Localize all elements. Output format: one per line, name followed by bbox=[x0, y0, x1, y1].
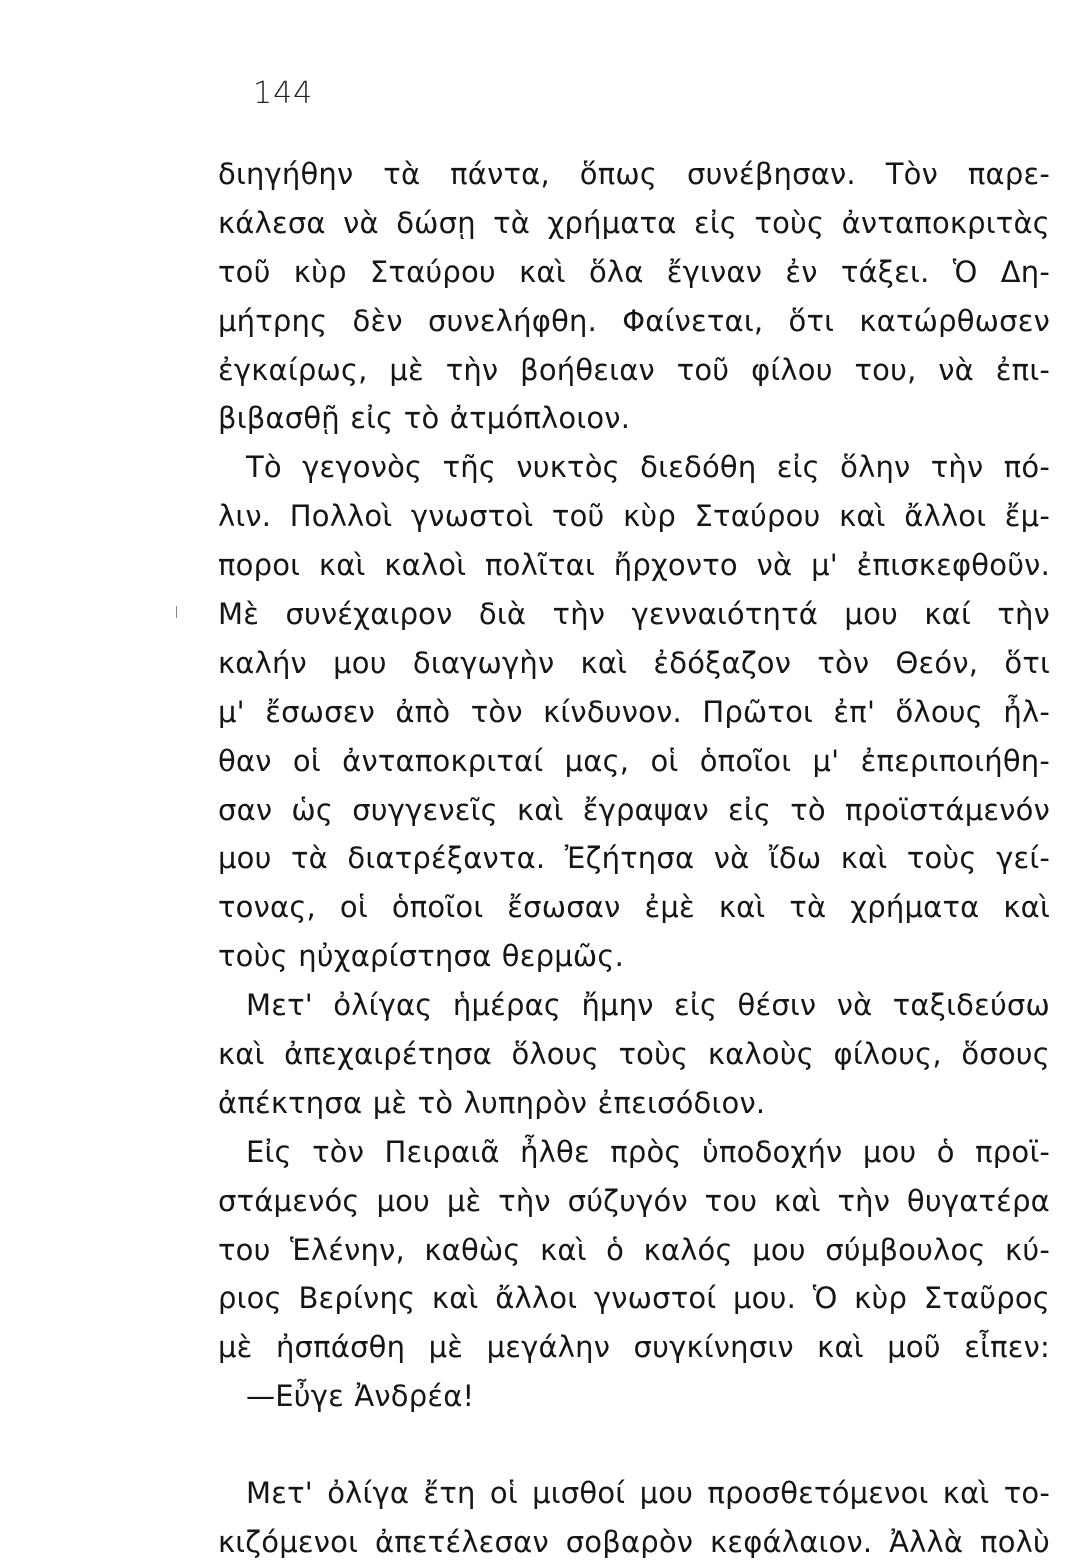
text-line: βιβασθῇ εἰς τὸ ἀτμόπλοιον. bbox=[218, 401, 631, 436]
body-text bbox=[218, 150, 1050, 1567]
text-line: ποροι καὶ καλοὶ πολῖται ἤρχοντο νὰ μ' ἐπισκεφθοῦν. bbox=[218, 548, 1050, 583]
paragraph-start-line: Μετ' ὀλίγα ἔτη οἱ μισθοί μου προσθετόμενοι καὶ το- bbox=[246, 1476, 1050, 1511]
text-line: στάμενός μου μὲ τὴν σύζυγόν του καὶ τὴν θυγατέρα bbox=[218, 1183, 1050, 1218]
text-line: κιζόμενοι ἀπετέλεσαν σοβαρὸν κεφάλαιον. Ἀλλὰ πολὺ bbox=[218, 1525, 1050, 1560]
text-line: ἐγκαίρως, μὲ τὴν βοήθειαν τοῦ φίλου του, νὰ ἐπι- bbox=[218, 352, 1050, 387]
text-line: μὲ ἠσπάσθη μὲ μεγάλην συγκίνησιν καὶ μοῦ εἶπεν: bbox=[218, 1330, 1050, 1365]
text-line: καὶ ἀπεχαιρέτησα ὅλους τοὺς καλοὺς φίλους, ὅσους bbox=[218, 1037, 1050, 1072]
text-line: καλήν μου διαγωγὴν καὶ ἐδόξαζον τὸν Θεόν, ὅτι bbox=[218, 645, 1050, 680]
text-line: μήτρης δὲν συνελήφθη. Φαίνεται, ὅτι κατώρθωσεν bbox=[218, 303, 1050, 338]
text-line: θαν οἱ ἀνταποκριταί μας, οἱ ὁποῖοι μ' ἐπεριποιήθη- bbox=[218, 743, 1050, 778]
page-number: 144 bbox=[253, 76, 314, 111]
text-line: τοῦ κὺρ Σταύρου καὶ ὅλα ἔγιναν ἐν τάξει. Ὁ Δη- bbox=[218, 254, 1050, 289]
text-line: τοὺς ηὐχαρίστησα θερμῶς. bbox=[218, 939, 625, 974]
text-line: Μὲ συνέχαιρον διὰ τὴν γενναιότητά μου καί τὴν bbox=[218, 597, 1050, 632]
text-line: του Ἑλένην, καθὼς καὶ ὁ καλός μου σύμβουλος κύ- bbox=[218, 1232, 1050, 1267]
text-line: σαν ὡς συγγενεῖς καὶ ἔγραψαν εἰς τὸ προϊστάμενόν bbox=[218, 792, 1050, 827]
text-line: ἀπέκτησα μὲ τὸ λυπηρὸν ἐπεισόδιον. bbox=[218, 1085, 766, 1120]
paragraph-start-line: Τὸ γεγονὸς τῆς νυκτὸς διεδόθη εἰς ὅλην τὴν πό- bbox=[246, 450, 1050, 485]
text-line: μ' ἔσωσεν ἀπὸ τὸν κίνδυνον. Πρῶτοι ἐπ' ὅλους ἦλ- bbox=[218, 694, 1050, 729]
paragraph-start-line: Εἰς τὸν Πειραιᾶ ἦλθε πρὸς ὑποδοχήν μου ὁ προϊ- bbox=[246, 1134, 1050, 1169]
text-line: κάλεσα νὰ δώσῃ τὰ χρήματα εἰς τοὺς ἀνταποκριτὰς bbox=[218, 205, 1050, 240]
margin-mark bbox=[176, 606, 177, 618]
text-line: διηγήθην τὰ πάντα, ὅπως συνέβησαν. Τὸν παρε- bbox=[218, 157, 1050, 191]
text-line: λιν. Πολλοὶ γνωστοὶ τοῦ κὺρ Σταύρου καὶ ἄλλοι ἔμ- bbox=[218, 499, 1050, 534]
text-line: τονας, οἱ ὁποῖοι ἔσωσαν ἐμὲ καὶ τὰ χρήματα καὶ bbox=[218, 890, 1050, 925]
text-line: ριος Βερίνης καὶ ἄλλοι γνωστοί μου. Ὁ κὺρ Σταῦρος bbox=[218, 1281, 1050, 1316]
text-line: μου τὰ διατρέξαντα. Ἐζήτησα νὰ ἴδω καὶ τοὺς γεί- bbox=[218, 841, 1050, 876]
dialogue-line: —Εὖγε Ἀνδρέα! bbox=[246, 1379, 475, 1414]
paragraph-start-line: Μετ' ὀλίγας ἡμέρας ἤμην εἰς θέσιν νὰ ταξιδεύσω bbox=[246, 988, 1050, 1023]
